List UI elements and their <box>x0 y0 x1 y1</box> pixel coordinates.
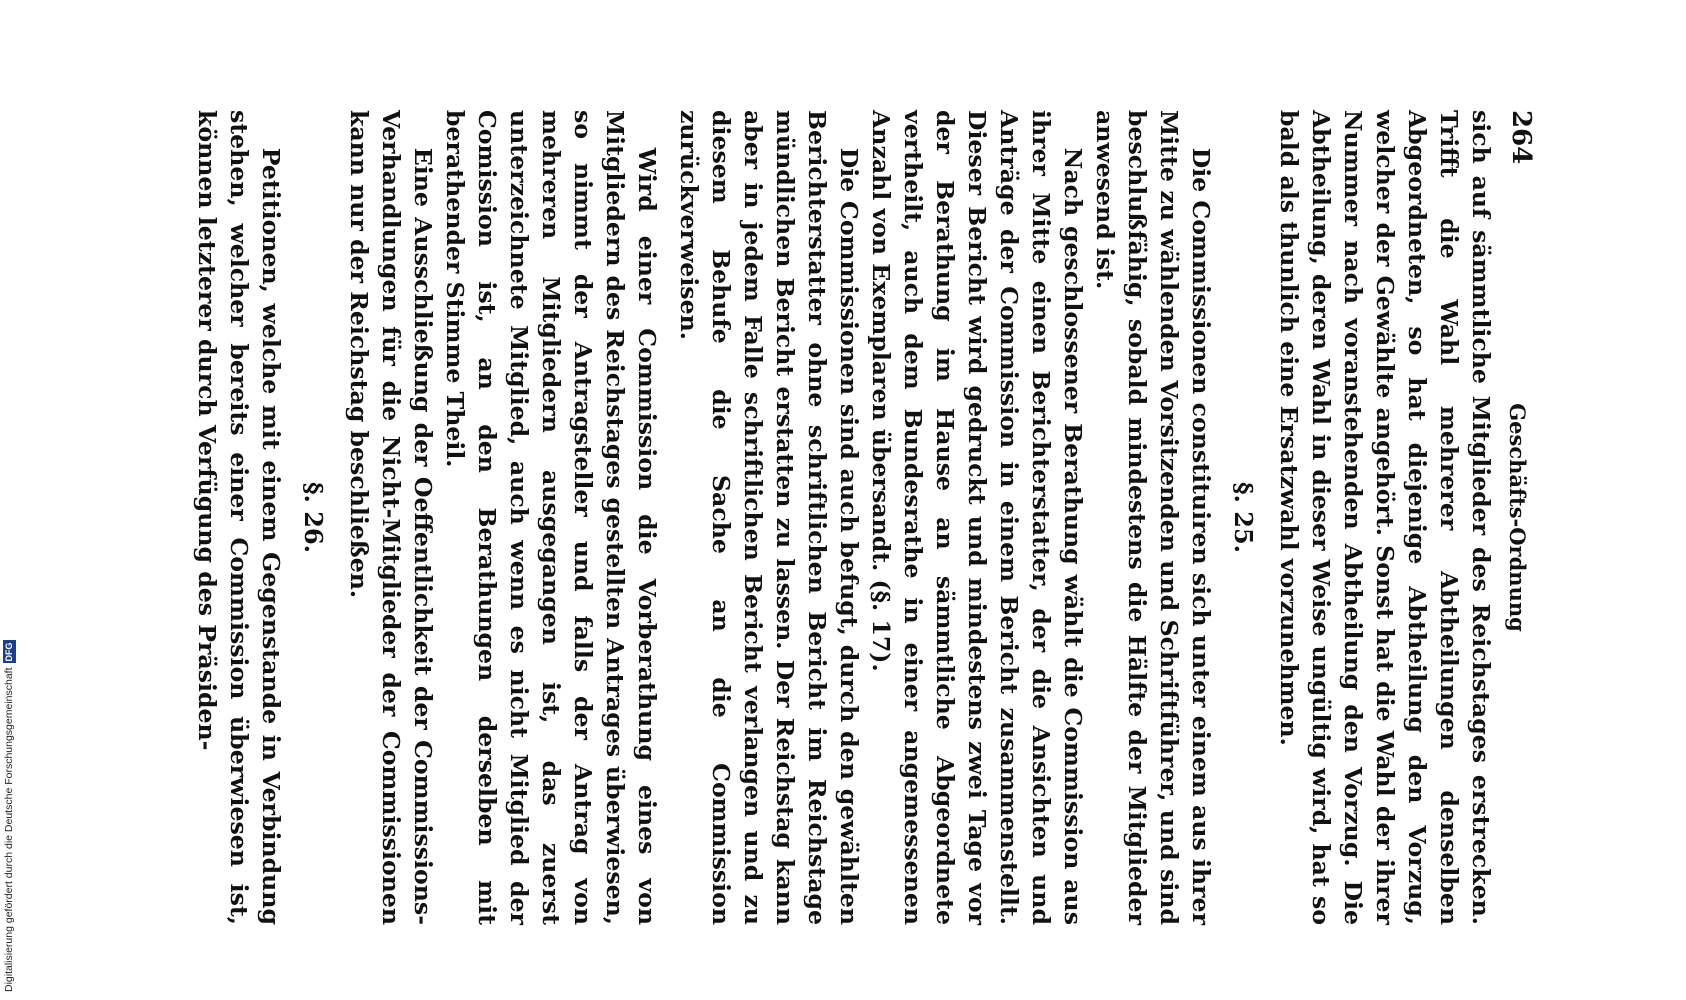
section-heading-25: §. 25. <box>1229 481 1258 553</box>
running-head: Geschäfts-Ordnung <box>1505 403 1530 632</box>
page-header <box>1497 110 1537 925</box>
section-heading-26: §. 26. <box>299 481 328 553</box>
paragraph-commission-report: Nach geschlossener Berathung wählt die Commission aus ihrer Mitte einen Berichterstatter, der die Ansichten und Anträge der Commission in einem Bericht zusammenstellt. Dieser Bericht wird gedruckt und mindestens zwei Tage vor der Berathung im Hause an sämmtliche Abgeordnete vertheilt, auch dem Bundesrathe in einer angemessenen Anzahl von Exemplaren übersandt. (§. 17). <box>867 110 1087 925</box>
dfg-logo: DFG <box>3 642 14 662</box>
digitization-credit-text: Digitalisierung gefördert durch die Deutsche Forschungsgemeinschaft <box>3 667 15 992</box>
paragraph-petitions: Petitionen, welche mit einem Gegenstande in Verbindung stehen, welcher bereits einer Commission überwiesen ist, können letzterer durch Verfügung des Präsiden- <box>193 110 285 925</box>
paragraph-continuation: sich auf sämmtliche Mitglieder des Reichstages erstrecken. Trifft die Wahl mehrerer Abtheilungen denselben Abgeordneten, so hat diejenige Abtheilung den Vorzug, welcher der Gewählte angehört. Sonst hat die Wahl der ihrer Nummer nach voranstehenden Abtheilung den Vorzug. Die Abtheilung, deren Wahl in dieser Weise ungültig wird, hat so bald als thunlich eine Ersatzwahl vorzunehmen. <box>1275 110 1495 925</box>
paragraph-publicity-exclusion: Eine Ausschließung der Oeffentlichkeit der Commissions-Verhandlungen für die Nicht-Mitglieder der Commissionen kann nur der Reichstag beschließen. <box>345 110 437 925</box>
digitization-credit <box>0 372 18 992</box>
printed-page <box>195 90 1545 945</box>
paragraph-oral-report: Die Commissionen sind auch befugt, durch den gewählten Berichterstatter ohne schriftlichen Bericht im Reichstage mündlichen Bericht erstatten zu lassen. Der Reichstag kann aber in jedem Falle schriftlichen Bericht verlangen und zu diesem Behufe die Sache an die Commission zurückverweisen. <box>675 110 863 925</box>
paragraph-commission-constitution: Die Commissionen constituiren sich unter einem aus ihrer Mitte zu wählenden Vorsitzenden und Schriftführer, und sind beschlußfähig, sobald mindestens die Hälfte der Mitglieder anwesend ist. <box>1091 110 1215 925</box>
paragraph-motion-referral: Wird einer Commission die Vorberathung eines von Mitgliedern des Reichstages gestellten Antrages überwiesen, so nimmt der Antragsteller und falls der Antrag von mehreren Mitgliedern ausgegangen ist, das zuerst unterzeichnete Mitglied, auch wenn es nicht Mitglied der Comission ist, an den Berathungen derselben mit berathender Stimme Theil. <box>441 110 661 925</box>
page-number: 264 <box>1506 110 1536 165</box>
